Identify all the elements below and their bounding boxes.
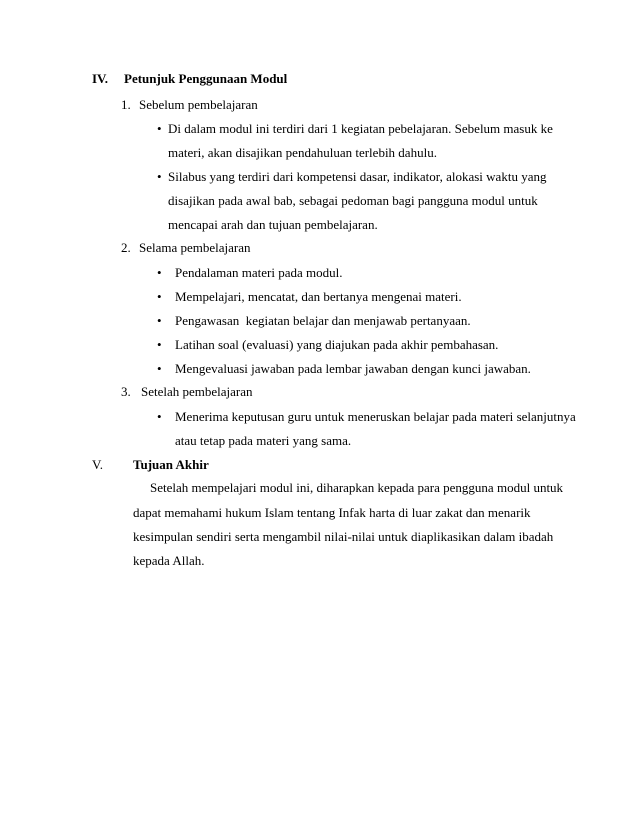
item-1-bullet-1-line-2: materi, akan disajikan pendahuluan terlebih dahulu. xyxy=(168,145,437,160)
item-1-bullet-1-line-1: Di dalam modul ini terdiri dari 1 kegiatan pebelajaran. Sebelum masuk ke xyxy=(168,121,553,136)
bullet-icon: • xyxy=(157,337,162,352)
bullet-icon: • xyxy=(157,289,162,304)
item-2-bullet-1: Pendalaman materi pada modul. xyxy=(175,265,343,280)
bullet-icon: • xyxy=(157,313,162,328)
section-5-paragraph-line-1: Setelah mempelajari modul ini, diharapkan kepada para pengguna modul untuk xyxy=(150,480,564,495)
item-1-number: 1. xyxy=(121,97,131,112)
section-4-number: IV. xyxy=(92,71,109,86)
section-5-title: Tujuan Akhir xyxy=(133,457,209,472)
section-4-title: Petunjuk Penggunaan Modul xyxy=(124,71,288,86)
section-5-number: V. xyxy=(92,457,103,472)
item-3-number: 3. xyxy=(121,384,131,399)
item-2-bullet-2: Mempelajari, mencatat, dan bertanya mengenai materi. xyxy=(175,289,462,304)
item-2-bullet-5: Mengevaluasi jawaban pada lembar jawaban dengan kunci jawaban. xyxy=(175,361,531,376)
item-3-bullet-1-line-1: Menerima keputusan guru untuk meneruskan belajar pada materi selanjutnya xyxy=(175,409,576,424)
item-2-bullet-3: Pengawasan kegiatan belajar dan menjawab pertanyaan. xyxy=(175,313,471,328)
item-1-bullet-2-line-3: mencapai arah dan tujuan pembelajaran. xyxy=(168,217,378,232)
section-5-paragraph-line-4: kepada Allah. xyxy=(133,553,205,568)
item-1-bullet-2-line-2: disajikan pada awal bab, sebagai pedoman bagi pangguna modul untuk xyxy=(168,193,538,208)
bullet-icon: • xyxy=(157,169,162,184)
bullet-icon: • xyxy=(157,409,162,424)
bullet-icon: • xyxy=(157,361,162,376)
item-1-bullet-2-line-1: Silabus yang terdiri dari kompetensi dasar, indikator, alokasi waktu yang xyxy=(168,169,547,184)
item-3-bullet-1-line-2: atau tetap pada materi yang sama. xyxy=(175,433,352,448)
item-1-label: Sebelum pembelajaran xyxy=(139,97,258,112)
item-2-label: Selama pembelajaran xyxy=(139,240,251,255)
item-2-bullet-4: Latihan soal (evaluasi) yang diajukan pada akhir pembahasan. xyxy=(175,337,499,352)
section-5-paragraph-line-2: dapat memahami hukum Islam tentang Infak harta di luar zakat dan menarik xyxy=(133,505,531,520)
section-5-paragraph-line-3: kesimpulan sendiri serta mengambil nilai-nilai untuk diaplikasikan dalam ibadah xyxy=(133,529,554,544)
bullet-icon: • xyxy=(157,121,162,136)
item-2-number: 2. xyxy=(121,240,131,255)
item-3-label: Setelah pembelajaran xyxy=(141,384,253,399)
bullet-icon: • xyxy=(157,265,162,280)
